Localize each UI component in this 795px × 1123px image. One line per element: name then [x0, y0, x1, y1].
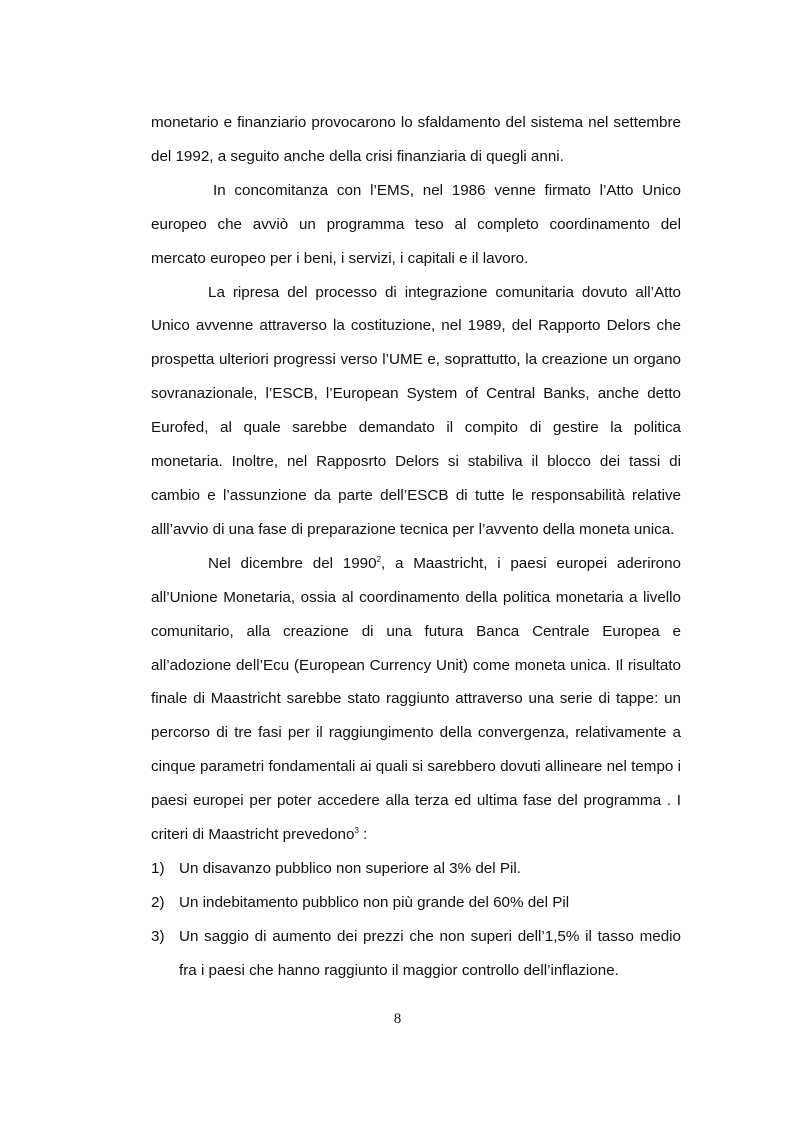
paragraph-1-text: monetario e finanziario provocarono lo sfaldamento del sistema nel settembre del 1992, a seguito anche della crisi finanziaria di quegli anni. [151, 114, 681, 165]
list-item-number: 1) [151, 859, 165, 877]
paragraph-2-text: In concomitanza con l’EMS, nel 1986 venne firmato l’Atto Unico europeo che avviò un programma teso al completo coordinamento del mercato europeo per i beni, i servizi, i capitali e il lavoro. [151, 181, 681, 267]
criteria-list [151, 852, 681, 988]
paragraph-4-text-end: : [358, 826, 368, 844]
list-item-number: 3) [151, 927, 165, 945]
page-number: 8 [393, 1011, 402, 1027]
list-item [151, 886, 681, 920]
paragraph-4-text-start: Nel dicembre del 1990 [208, 554, 377, 572]
paragraph-1 [151, 106, 681, 174]
paragraph-4 [151, 547, 681, 852]
paragraph-4-text-middle: , a Maastricht, i paesi europei aderirono all’Unione Monetaria, ossia al coordinamento della politica monetaria a livello comunitario, alla creazione di una futura Banca Centrale Europea e all’adozione dell’Ecu (European Currency Unit) come moneta unica. Il risultato finale di Maastricht sarebbe stato raggiunto attraverso una serie di tappe: un percorso di tre fasi per il raggiungimento della convergenza, relativamente a cinque parametri fondamentali ai quali si sarebbero dovuti allineare nel tempo i paesi europei per poter accedere alla terza ed ultima fase del programma . I criteri di Maastricht prevedono [151, 554, 681, 844]
paragraph-3-text: La ripresa del processo di integrazione comunitaria dovuto all’Atto Unico avvenne attraverso la costituzione, nel 1989, del Rapporto Delors che prospetta ulteriori progressi verso l’UME e, soprattutto, la creazione un organo sovranazionale, l’ESCB, l’European System of Central Banks, anche detto Eurofed, al quale sarebbe demandato il compito di gestire la politica monetaria. Inoltre, nel Rapposrto Delors si stabiliva il blocco dei tassi di cambio e l’assunzione da parte dell’ESCB di tutte le responsabilità relative alll’avvio di una fase di preparazione tecnica per l’avvento della moneta unica. [151, 283, 681, 538]
footnote-ref-2: 2 [376, 554, 382, 564]
paragraph-3 [151, 276, 681, 547]
list-item-text: Un saggio di aumento dei prezzi che non superi dell’1,5% il tasso medio fra i paesi che hanno raggiunto il maggior controllo dell’inflazione. [179, 927, 681, 979]
list-item-text: Un indebitamento pubblico non più grande del 60% del Pil [179, 893, 570, 911]
list-item [151, 852, 681, 886]
body-text [151, 106, 681, 988]
footnote-ref-3: 3 [354, 826, 359, 836]
list-item-number: 2) [151, 893, 165, 911]
list-item [151, 920, 681, 988]
list-item-text: Un disavanzo pubblico non superiore al 3% del Pil. [179, 859, 521, 877]
paragraph-2 [151, 174, 681, 276]
